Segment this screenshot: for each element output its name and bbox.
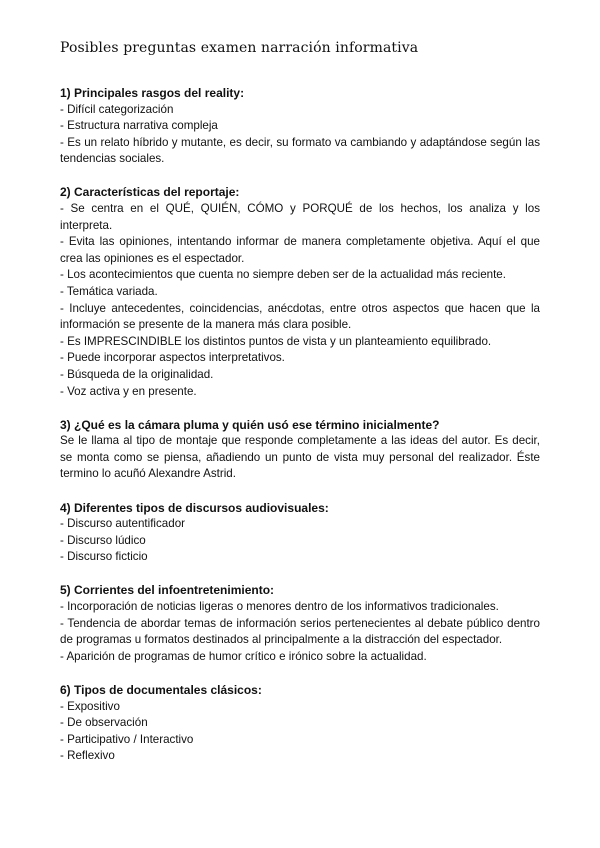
section-camara-pluma (60, 417, 540, 483)
section-line: - Es IMPRESCINDIBLE los distintos puntos de vista y un planteamiento equilibrado. (60, 334, 492, 348)
section-documentales (60, 682, 540, 765)
section-line: - Reflexivo (60, 749, 115, 763)
section-heading: 3) ¿Qué es la cámara pluma y quién usó ese término inicialmente? (60, 417, 440, 432)
section-paragraph: Se le llama al tipo de montaje que responde completamente a las ideas del autor. Es decir, se monta como se piensa, añadiendo un punto de vista muy personal del realizador. Éste termino lo acuñó Alexandre Astrid. (60, 434, 540, 481)
section-line: - Participativo / Interactivo (60, 732, 194, 746)
section-line: - Se centra en el QUÉ, QUIÉN, CÓMO y PORQUÉ de los hechos, los analiza y los interpreta. (60, 202, 540, 232)
section-line: - Discurso ficticio (60, 550, 148, 564)
section-line: - Discurso autentificador (60, 517, 186, 531)
section-line: - Tendencia de abordar temas de información serios pertenecientes al debate público dentro de programas u formatos destinados al principalmente a la distracción del espectador. (60, 616, 540, 647)
section-line: - Voz activa y en presente. (60, 384, 197, 398)
section-line: - Puede incorporar aspectos interpretativos. (60, 351, 285, 365)
section-heading: 6) Tipos de documentales clásicos: (60, 682, 262, 697)
section-line: - Expositivo (60, 699, 120, 713)
section-line: - Temática variada. (60, 285, 158, 299)
section-heading: 1) Principales rasgos del reality: (60, 86, 245, 100)
section-line: - Incluye antecedentes, coincidencias, anécdotas, entre otros aspectos que hacen que la información se presente de la manera más clara posible. (60, 301, 540, 332)
section-line: - Búsqueda de la originalidad. (60, 368, 214, 381)
section-infoentretenimiento (60, 582, 540, 665)
section-discursos (60, 500, 540, 566)
section-line: - Estructura narrativa compleja (60, 119, 218, 133)
section-heading: 4) Diferentes tipos de discursos audiovisuales: (60, 500, 329, 515)
section-line: - Discurso lúdico (60, 533, 146, 547)
section-heading: 5) Corrientes del infoentretenimiento: (60, 583, 275, 598)
section-line: - Incorporación de noticias ligeras o menores dentro de los informativos tradicionales. (60, 600, 499, 614)
section-line: - Evita las opiniones, intentando informar de manera completamente objetiva. Aquí el que crea las opiniones es el espectador. (60, 235, 540, 265)
document-title: Posibles preguntas examen narración informativa (60, 40, 419, 56)
section-heading: 2) Características del reportaje: (60, 185, 240, 200)
section-line: - Difícil categorización (60, 102, 174, 116)
section-line: - Es un relato híbrido y mutante, es decir, su formato va cambiando y adaptándose según las tendencias sociales. (60, 135, 540, 166)
section-reality (60, 85, 540, 168)
section-line: - Los acontecimientos que cuenta no siempre deben ser de la actualidad más reciente. (60, 268, 506, 282)
section-line: - De observación (60, 716, 148, 730)
section-line: - Aparición de programas de humor crítico e irónico sobre la actualidad. (60, 649, 427, 663)
section-reportaje (60, 184, 540, 400)
